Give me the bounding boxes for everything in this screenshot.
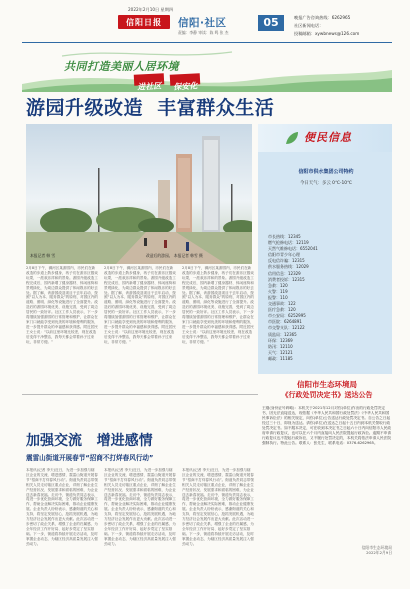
- bottom-article-col1: 本报讯(记者 李天)近日，为进一步加强与辖区企业的交流，增进感情，震雷山街道开展春节“招商不打烊春风行动”。街道负责同志带领相关人员走访辖区重点企业，详细了解企业生产经营状况、发展需求和面临的困难，为企业送去新春祝福。走访中，街道负责同志表示，将进一步优化营商环境，全力做好服务保障工作，帮助企业解决实际困难，推动企业健康发展。企业负责人纷纷表示，感谢街道的关心和支持，将坚定发展信心，抢抓发展机遇，为地方经济社会发展作出更大贡献。此次活动进一步密切了政企关系，增强了企业的归属感，为全年经济工作开好局、起好步奠定了坚实基础。下一步，街道将持续开展走访活动，及时掌握企业动态，为辖区经济高质量发展注入强劲动力。: [26, 468, 98, 546]
- hotline-item: 交通事故：122: [268, 301, 296, 307]
- notice-title-1: 信阳市生态环境局: [297, 380, 357, 389]
- masthead-rule: [22, 42, 392, 43]
- hotline-item: 消费者投诉：12315: [268, 276, 305, 282]
- ad-hotline: 晚报广告咨询热线：6262965: [294, 15, 351, 20]
- paper-logo: [118, 15, 170, 29]
- hotline-item: 报警：110: [268, 294, 288, 300]
- banner-slogan: 共同打造美丽人居环境: [64, 60, 179, 73]
- hotline-item: 质监局：12365: [268, 331, 297, 337]
- bottom-headline: 加强交流 增进感情: [26, 433, 153, 449]
- hotline-item: 信用信息：12329: [268, 270, 301, 276]
- theme-banner: [22, 46, 392, 92]
- convenience-header: [258, 124, 392, 152]
- hotline-item: 天然气维修电话：6552041: [268, 246, 318, 252]
- weather-line: 今日天气：多云 0℃-10℃: [300, 181, 352, 186]
- headline-article-col1: 2月8日下午，浉河区某游园内，市民们在新改造的步道上散步健身，孩子们在游乐区嬉戏玩耍，一派欢乐祥和的景象。游园升级改造工程完成后，园内新增了健身器材、休闲座椅和景观绿化，为周边群众提供了休闲娱乐的好去处。据了解，该游园改造项目于去年启动，按照“以人为本、服务群众”的原则，对园区内的道路、照明、绿化等设施进行了全面提升。改造后的游园环境优美、设施完善，受到了周边居民的一致好评。社区工作人员表示，下一步将继续加强游园的日常管理和维护，让群众在家门口就能享受到优美的环境和便利的服务，进一步提升群众的幸福感和获得感。附近居民王女士说：“以前这里环境比较差，现在改造后变得干净整洁，我每天都会带着孙子过来玩，非常方便。”: [26, 266, 98, 344]
- submission-email: 投稿邮箱：xywbnews@126.com: [294, 31, 360, 36]
- park-photo: [26, 124, 252, 264]
- bottom-article-col2: 本报讯(记者 李天)近日，为进一步加强与辖区企业的交流，增进感情，震雷山街道开展春节“招商不打烊春风行动”。街道负责同志带领相关人员走访辖区重点企业，详细了解企业生产经营状况、发展需求和面临的困难，为企业送去新春祝福。走访中，街道负责同志表示，将进一步优化营商环境，全力做好服务保障工作，帮助企业解决实际困难，推动企业健康发展。企业负责人纷纷表示，感谢街道的关心和支持，将坚定发展信心，抢抓发展机遇，为地方经济社会发展作出更大贡献。此次活动进一步密切了政企关系，增强了企业的归属感，为全年经济工作开好局、起好步奠定了坚实基础。下一步，街道将持续开展走访活动，及时掌握企业动态，为辖区经济高质量发展注入强劲动力。: [104, 468, 176, 546]
- hotline-item: 市公安局：6252995: [268, 313, 306, 319]
- convenience-panel: [258, 124, 392, 374]
- hotline-item: 急救：120: [268, 282, 288, 288]
- news-phone: 社区新闻电话：: [294, 23, 324, 28]
- banner-stamp-safety: [170, 73, 201, 92]
- hotline-item: 天气：12121: [268, 349, 293, 355]
- hotline-item: 邮政：11185: [268, 355, 293, 361]
- hotline-item: 医疗急救：120: [268, 307, 296, 313]
- hotline-item: 市医院：6264891: [268, 319, 302, 325]
- masthead: [22, 8, 392, 44]
- hotline-item: 信阳市青少年心理: [268, 252, 300, 258]
- page-number-text: 05: [263, 16, 279, 29]
- hotline-item: 市交警支队：12122: [268, 325, 305, 331]
- leaf-icon: [284, 130, 300, 146]
- public-notice: [262, 380, 392, 580]
- banner-stamp-community: [134, 73, 165, 92]
- headline-article-col2: 2月8日下午，浉河区某游园内，市民们在新改造的步道上散步健身，孩子们在游乐区嬉戏玩耍，一派欢乐祥和的景象。游园升级改造工程完成后，园内新增了健身器材、休闲座椅和景观绿化，为周边群众提供了休闲娱乐的好去处。据了解，该游园改造项目于去年启动，按照“以人为本、服务群众”的原则，对园区内的道路、照明、绿化等设施进行了全面提升。改造后的游园环境优美、设施完善，受到了周边居民的一致好评。社区工作人员表示，下一步将继续加强游园的日常管理和维护，让群众在家门口就能享受到优美的环境和便利的服务，进一步提升群众的幸福感和获得感。附近居民王女士说：“以前这里环境比较差，现在改造后变得干净整洁，我每天都会带着孙子过来玩，非常方便。”: [104, 266, 176, 344]
- hotline-item: 燃气抢修电话：12119: [268, 240, 309, 246]
- hotline-item: 防汛：12110: [268, 343, 293, 349]
- page-number: [258, 15, 284, 31]
- photo-caption-right: 改造后的游园。 本报记者 韩雪 摄: [146, 253, 203, 258]
- paper-logo-text: 信阳日报: [126, 17, 162, 27]
- hotline-item: 火警：119: [268, 288, 288, 294]
- banner-stamp-safety-text: 保安化: [173, 81, 198, 92]
- sponsor-line: 信阳市供水集团公司特约: [298, 169, 354, 175]
- hotline-item: 市长热线：12345: [268, 234, 301, 239]
- main-headline: 游园升级改造 丰富群众生活: [26, 97, 275, 119]
- hotline-item: 环保：12369: [268, 337, 293, 343]
- editors-line: 责编：李静 审读：陈 鸣 张 杰: [178, 30, 229, 35]
- notice-title-2: 《行政处罚决定书》送达公告: [281, 391, 373, 399]
- hotline-list: [268, 234, 388, 362]
- park-scene-graphic: [26, 124, 252, 264]
- headline-article-col3: 2月8日下午，浉河区某游园内，市民们在新改造的步道上散步健身，孩子们在游乐区嬉戏玩耍，一派欢乐祥和的景象。游园升级改造工程完成后，园内新增了健身器材、休闲座椅和景观绿化，为周边群众提供了休闲娱乐的好去处。据了解，该游园改造项目于去年启动，按照“以人为本、服务群众”的原则，对园区内的道路、照明、绿化等设施进行了全面提升。改造后的游园环境优美、设施完善，受到了周边居民的一致好评。社区工作人员表示，下一步将继续加强游园的日常管理和维护，让群众在家门口就能享受到优美的环境和便利的服务，进一步提升群众的幸福感和获得感。附近居民王女士说：“以前这里环境比较差，现在改造后变得干净整洁，我每天都会带着孙子过来玩，非常方便。”: [182, 266, 254, 344]
- notice-signature: 信阳市生态环境局: [361, 545, 392, 550]
- notice-body: 王刚(身份证号码略)：本机关于2021年12月对你(单位)作出的行政处罚决定书，因无法直接送达，现依据《中华人民共和国行政处罚法》《中华人民共和国民事诉讼法》的相关规定，向你(单位)公告送达行政处罚决定书。自公告之日起经过三十日，即视为送达。请你(单位)在送达之日起十五日内到本机关领取行政处罚决定书。如不服本决定，可在收到本决定书之日起六十日内向信阳市人民政府申请行政复议，也可以在六个月内直接向人民法院提起行政诉讼。逾期不申请行政复议也不提起行政诉讼，又不履行处罚决定的，本机关将依法申请人民法院强制执行。特此公告。联系人：张先生，联系电话：0376-6262965。: [262, 406, 392, 445]
- section-divider: [22, 394, 258, 395]
- hotline-item: 反电信诈骗：12315: [268, 258, 305, 264]
- date-line: 2022年2月10日 星期四: [128, 7, 174, 12]
- banner-stamp-community-text: 进社区: [137, 81, 162, 92]
- hotline-item: 供水服务热线：12029: [268, 264, 309, 270]
- notice-date: 2022年2月9日: [366, 549, 392, 555]
- section-title: 信阳·社区: [178, 17, 227, 29]
- bottom-subhead: 震雷山街道开展春节“招商不打烊春风行动”: [26, 454, 154, 462]
- bottom-article-col3: 本报讯(记者 李天)近日，为进一步加强与辖区企业的交流，增进感情，震雷山街道开展春节“招商不打烊春风行动”。街道负责同志带领相关人员走访辖区重点企业，详细了解企业生产经营状况、发展需求和面临的困难，为企业送去新春祝福。走访中，街道负责同志表示，将进一步优化营商环境，全力做好服务保障工作，帮助企业解决实际困难，推动企业健康发展。企业负责人纷纷表示，感谢街道的关心和支持，将坚定发展信心，抢抓发展机遇，为地方经济社会发展作出更大贡献。此次活动进一步密切了政企关系，增强了企业的归属感，为全年经济工作开好局、起好步奠定了坚实基础。下一步，街道将持续开展走访活动，及时掌握企业动态，为辖区经济高质量发展注入强劲动力。: [182, 468, 254, 546]
- photo-caption-left: 本报记者 韩 雪: [30, 253, 56, 258]
- convenience-title: 便民信息: [304, 131, 352, 144]
